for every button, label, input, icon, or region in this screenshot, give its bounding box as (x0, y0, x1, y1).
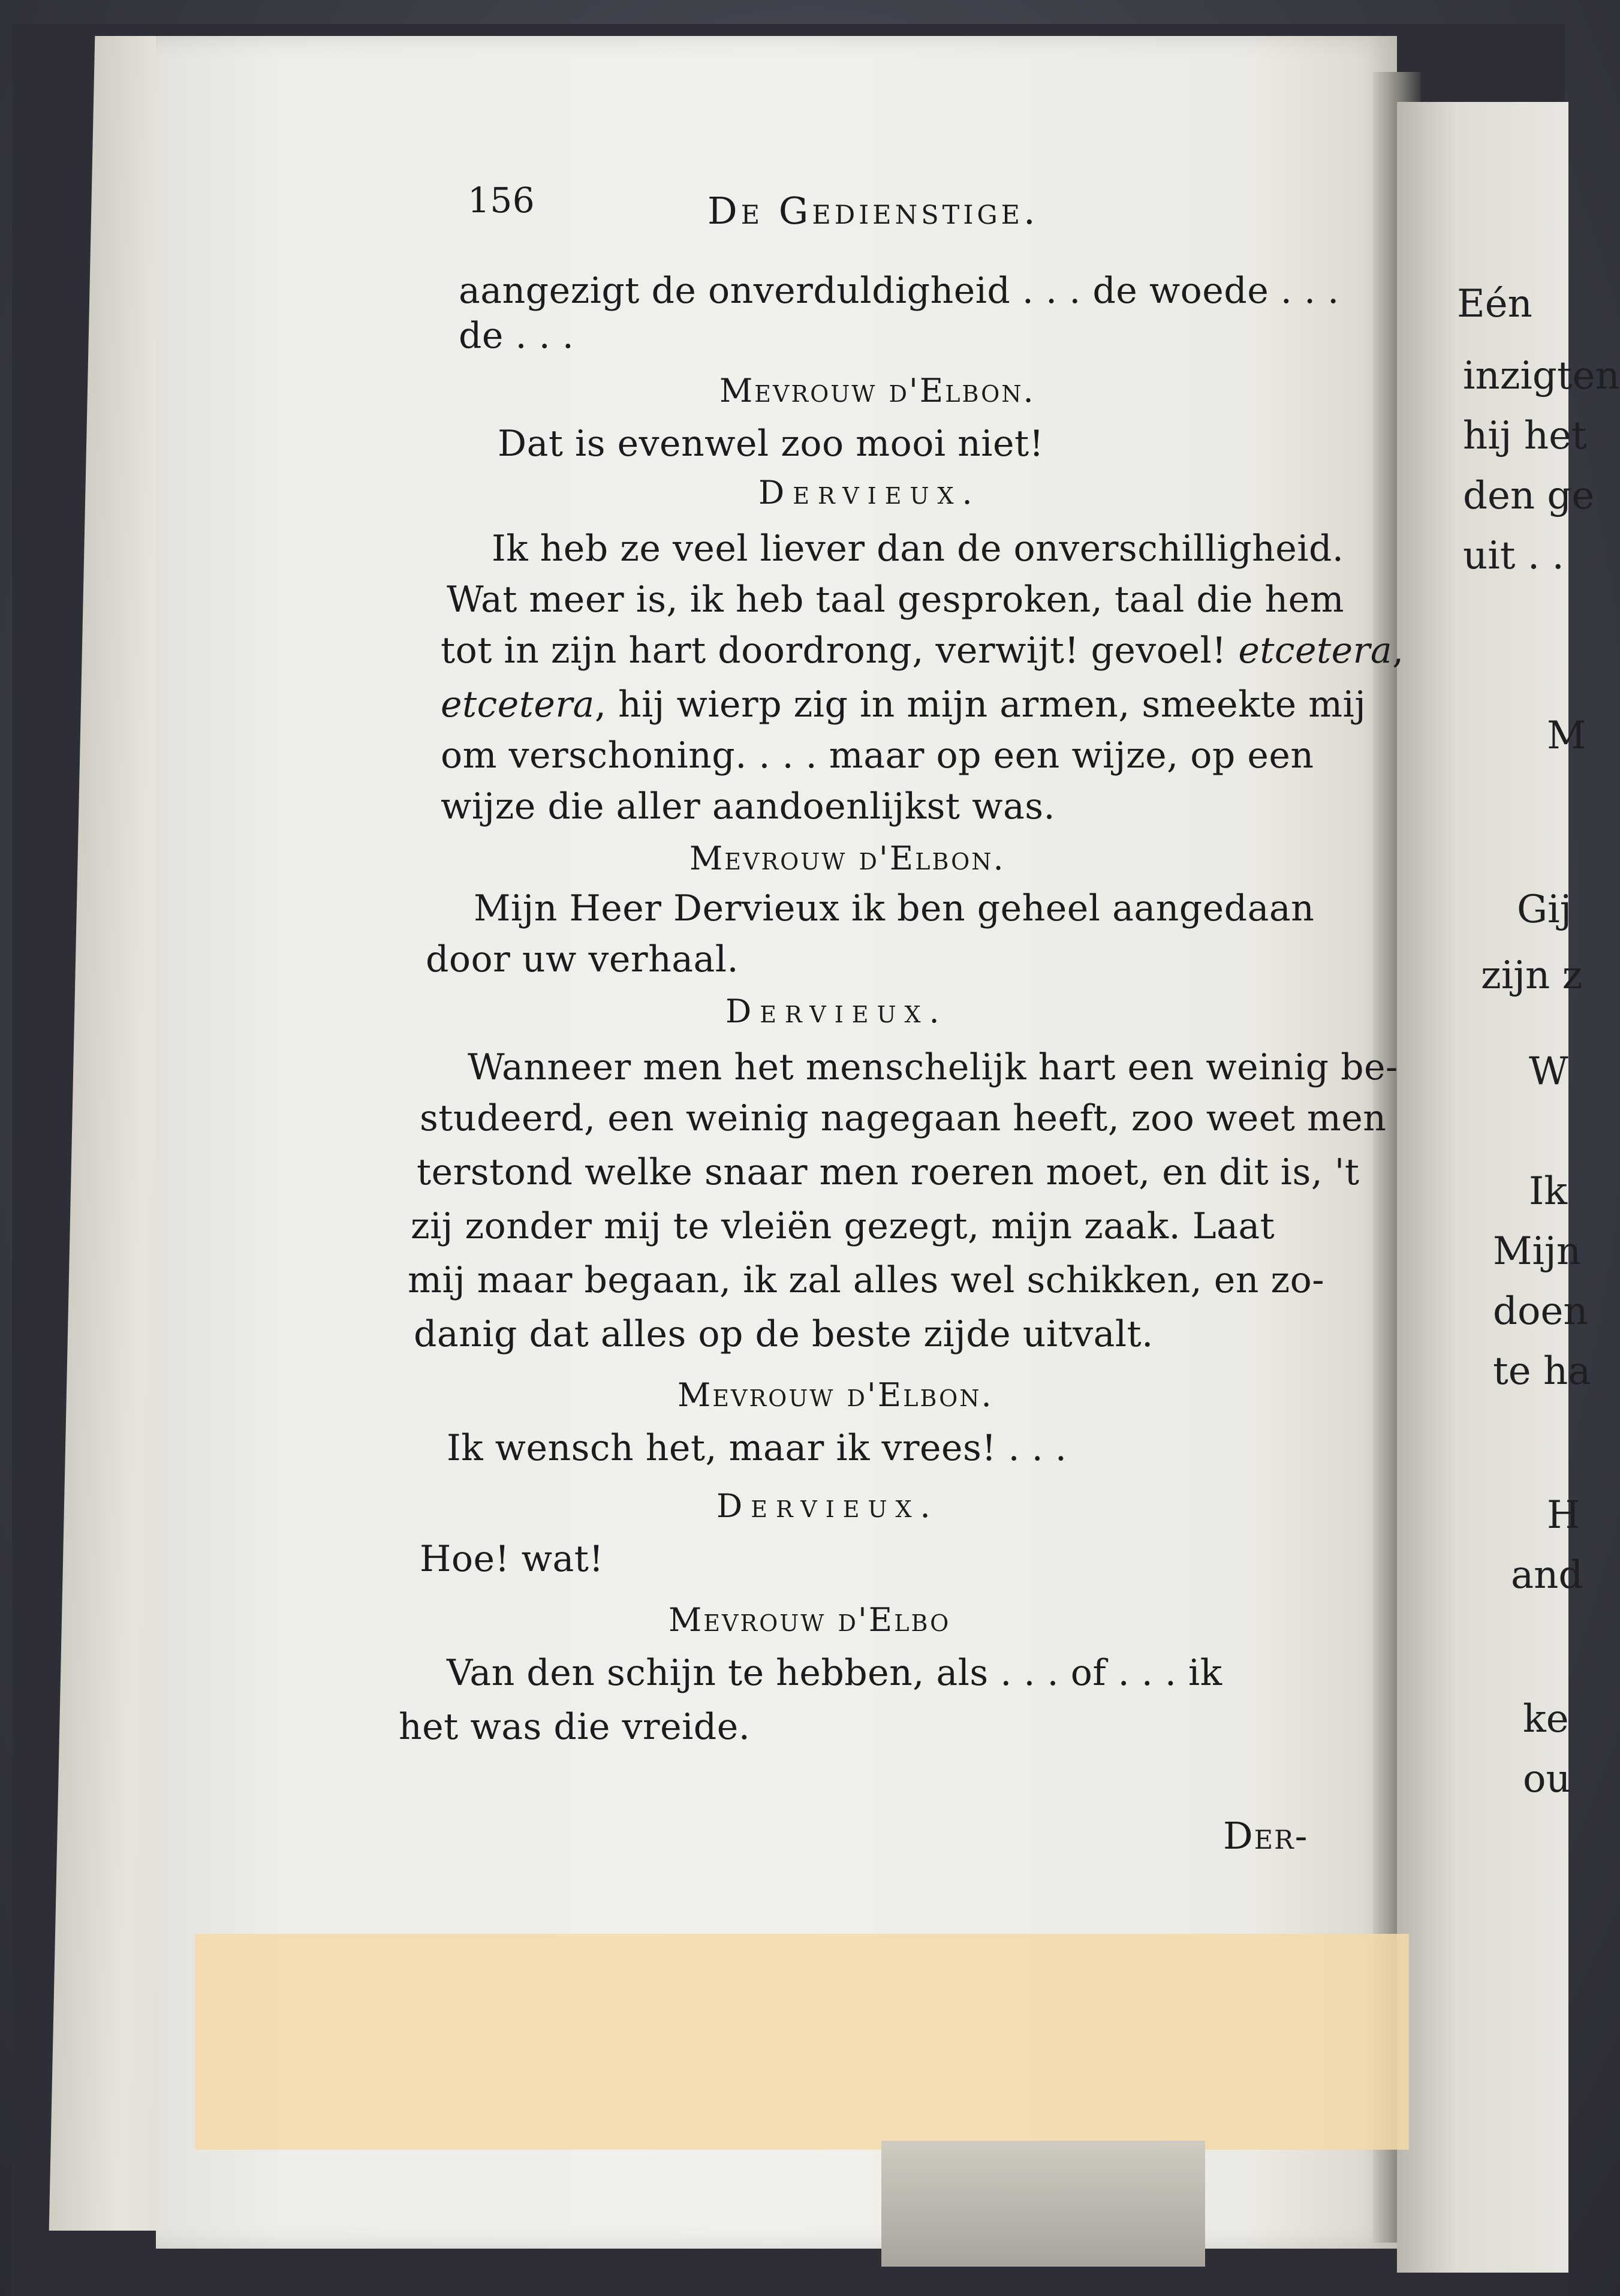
facing-line: ou (1523, 1757, 1571, 1801)
text-line: Wanneer men het menschelijk hart een weinig be- (468, 1046, 1398, 1088)
speaker-name: Dervieux. (725, 992, 948, 1030)
facing-line: den ge (1463, 474, 1595, 518)
facing-page (1397, 102, 1620, 2273)
speaker-name: Dervieux. (716, 1487, 939, 1525)
text-line: Dat is evenwel zoo mooi niet! (498, 423, 1044, 465)
text-line: studeerd, een weinig nagegaan heeft, zoo weet men (420, 1097, 1387, 1139)
redaction-block-left (195, 1934, 734, 2150)
text-line: om verschoning. . . . maar op een wijze, op een (441, 735, 1314, 777)
text-line: Ik heb ze veel liever dan de onverschilligheid. (492, 528, 1344, 570)
speaker-name: Mevrouw d'Elbo (669, 1601, 951, 1639)
facing-line: inzigten (1463, 354, 1620, 398)
text-line: wijze die aller aandoenlijkst was. (441, 786, 1056, 827)
facing-line: Ik (1529, 1169, 1568, 1214)
speaker-name: Mevrouw d'Elbon. (677, 1376, 993, 1414)
facing-line: hij het (1463, 414, 1587, 458)
left-page (156, 36, 1397, 2249)
speaker-name: Mevrouw d'Elbon. (719, 372, 1035, 410)
italic-etcetera: etcetera (441, 684, 595, 726)
facing-line: H (1547, 1493, 1580, 1537)
facing-line: uit . . (1463, 534, 1564, 578)
text-line: danig dat alles op de beste zijde uitvalt. (414, 1313, 1154, 1355)
text-span: tot in zijn hart doordrong, verwijt! gevoel! (441, 630, 1239, 672)
facing-line: Gij (1517, 887, 1572, 932)
italic-etcetera: etcetera (1238, 630, 1393, 672)
text-line: Mijn Heer Dervieux ik ben geheel aangedaan (474, 887, 1315, 929)
facing-line: doen (1493, 1289, 1588, 1334)
text-line: Wat meer is, ik heb taal gesproken, taal die hem (447, 579, 1345, 621)
page-number: 156 (468, 180, 535, 221)
text-line: Hoe! wat! (420, 1538, 604, 1580)
text-line (441, 684, 1366, 726)
page-fold (881, 2141, 1205, 2267)
text-line: door uw verhaal. (426, 938, 739, 980)
text-line: tot in zijn hart doordrong, verwijt! gevoel! etcetera, (441, 630, 1404, 672)
text-line: aangezigt de onverduldigheid . . . de woede . . . (459, 270, 1339, 312)
speaker-name: Dervieux. (758, 474, 981, 511)
text-line: terstond welke snaar men roeren moet, en dit is, 't (417, 1151, 1360, 1193)
facing-line: W (1529, 1049, 1568, 1094)
text-span: , hij wierp zig in mijn armen, smeekte mij (594, 684, 1366, 726)
facing-line: M (1547, 714, 1586, 758)
facing-line: Eén (1457, 282, 1532, 326)
facing-line: Mijn (1493, 1229, 1582, 1274)
facing-line: ke (1523, 1697, 1569, 1741)
facing-line: and (1511, 1553, 1583, 1597)
text-line: de . . . (459, 315, 574, 357)
speaker-name: Mevrouw d'Elbon. (689, 839, 1005, 877)
catchword: Der- (1223, 1814, 1309, 1858)
facing-line: te ha (1493, 1349, 1591, 1394)
text-line: Van den schijn te hebben, als . . . of . . . ik (447, 1652, 1222, 1694)
text-line: mij maar begaan, ik zal alles wel schikken, en zo- (408, 1259, 1324, 1301)
redaction-block-right (734, 1934, 1409, 2150)
text-line: Ik wensch het, maar ik vrees! . . . (447, 1427, 1067, 1469)
text-line: het was die vreide. (399, 1706, 751, 1748)
facing-line: zijn z (1481, 953, 1583, 998)
text-line: zij zonder mij te vleiën gezegt, mijn zaak. Laat (411, 1205, 1275, 1247)
running-title: De Gedienstige. (707, 189, 1039, 233)
